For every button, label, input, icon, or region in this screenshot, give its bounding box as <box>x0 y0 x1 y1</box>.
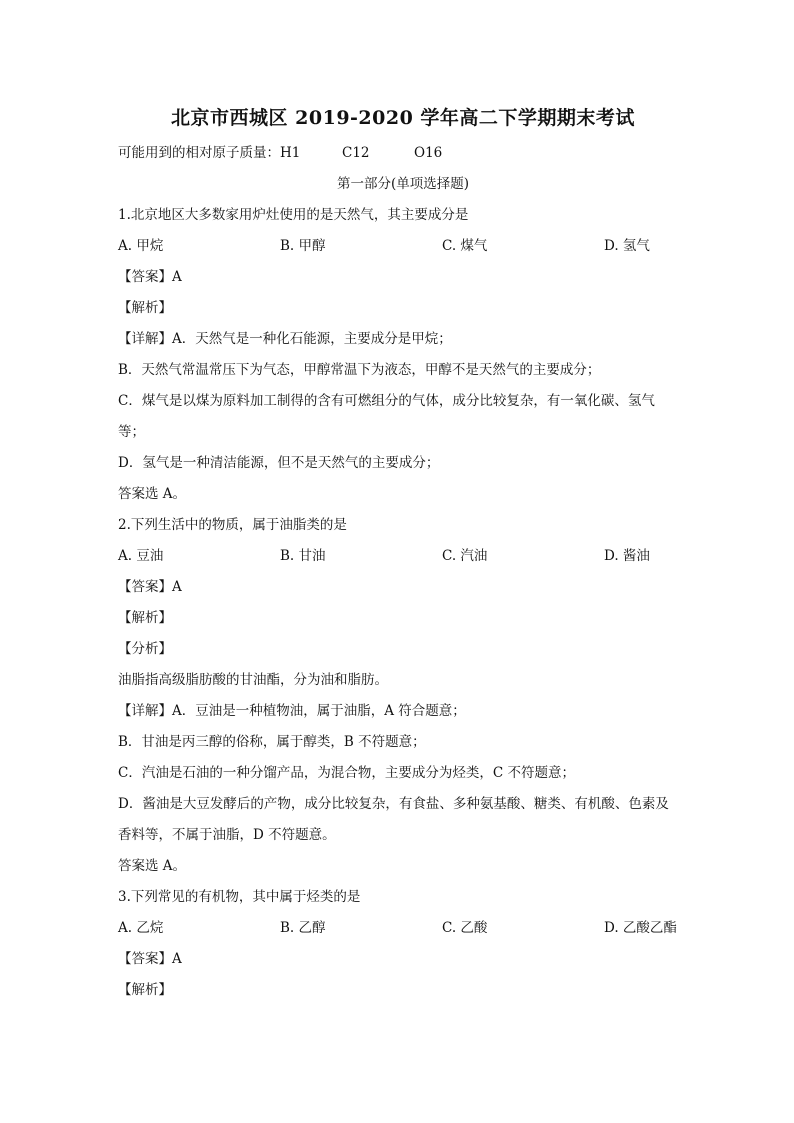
q3-option-a: A. 乙烷 <box>118 920 164 936</box>
q3-answer: 【答案】A <box>118 951 182 967</box>
q1-conclusion: 答案选 A。 <box>118 486 187 502</box>
question-3-stem: 3.下列常见的有机物，其中属于烃类的是 <box>118 889 361 905</box>
q2-option-b: B. 甘油 <box>280 548 326 564</box>
q1-option-d: D. 氢气 <box>604 238 650 254</box>
q2-detail-c: C．汽油是石油的一种分馏产品，为混合物，主要成分为烃类，C 不符题意； <box>118 765 575 781</box>
q1-option-a: A. 甲烷 <box>118 238 164 254</box>
q3-option-b: B. 乙醇 <box>280 920 326 936</box>
document-title: 北京市西城区 2019-2020 学年高二下学期期末考试 <box>171 107 635 129</box>
q2-option-a: A. 豆油 <box>118 548 164 564</box>
q2-detail-d: D．酱油是大豆发酵后的产物，成分比较复杂，有食盐、多种氨基酸、糖类、有机酸、色素及香料等，不属于油脂，D 不符题意。 <box>118 796 669 843</box>
question-1-stem: 1.北京地区大多数家用炉灶使用的是天然气，其主要成分是 <box>118 207 469 223</box>
q2-jiexi-label: 【解析】 <box>118 610 172 626</box>
q2-detail-b: B．甘油是丙三醇的俗称，属于醇类，B 不符题意； <box>118 734 426 750</box>
question-2-stem: 2.下列生活中的物质，属于油脂类的是 <box>118 517 347 533</box>
q2-analysis: 油脂指高级脂肪酸的甘油酯，分为油和脂肪。 <box>118 672 388 688</box>
atomic-masses-label: 可能用到的相对原子质量： <box>118 145 280 161</box>
q3-jiexi-label: 【解析】 <box>118 982 172 998</box>
atomic-mass-c: C12 <box>342 145 370 161</box>
question-1-options <box>118 231 688 262</box>
q2-option-d: D. 酱油 <box>604 548 650 564</box>
atomic-mass-o: O16 <box>414 145 443 161</box>
q1-option-c: C. 煤气 <box>442 238 488 254</box>
q2-answer: 【答案】A <box>118 579 182 595</box>
document-page <box>118 104 688 1006</box>
q1-detail-a: 【详解】A．天然气是一种化石能源，主要成分是甲烷； <box>118 331 452 347</box>
question-2-options <box>118 541 688 572</box>
q1-detail-b: B．天然气常温常压下为气态，甲醇常温下为液态，甲醇不是天然气的主要成分； <box>118 362 601 378</box>
q2-fenxi-label: 【分析】 <box>118 641 172 657</box>
q1-detail-d: D．氢气是一种清洁能源，但不是天然气的主要成分； <box>118 455 440 471</box>
q3-option-c: C. 乙酸 <box>442 920 488 936</box>
q1-jiexi-label: 【解析】 <box>118 300 172 316</box>
section-heading: 第一部分(单项选择题) <box>336 176 470 192</box>
q2-option-c: C. 汽油 <box>442 548 488 564</box>
atomic-masses-line <box>118 138 688 169</box>
q3-option-d: D. 乙酸乙酯 <box>604 920 677 936</box>
q2-conclusion: 答案选 A。 <box>118 858 187 874</box>
q1-option-b: B. 甲醇 <box>280 238 326 254</box>
atomic-mass-h: H1 <box>280 145 301 161</box>
q2-detail-a: 【详解】A．豆油是一种植物油，属于油脂，A 符合题意； <box>118 703 466 719</box>
question-3-options <box>118 913 688 944</box>
q1-detail-c: C．煤气是以煤为原料加工制得的含有可燃组分的气体，成分比较复杂，有一氧化碳、氢气等； <box>118 393 655 440</box>
q1-answer: 【答案】A <box>118 269 182 285</box>
